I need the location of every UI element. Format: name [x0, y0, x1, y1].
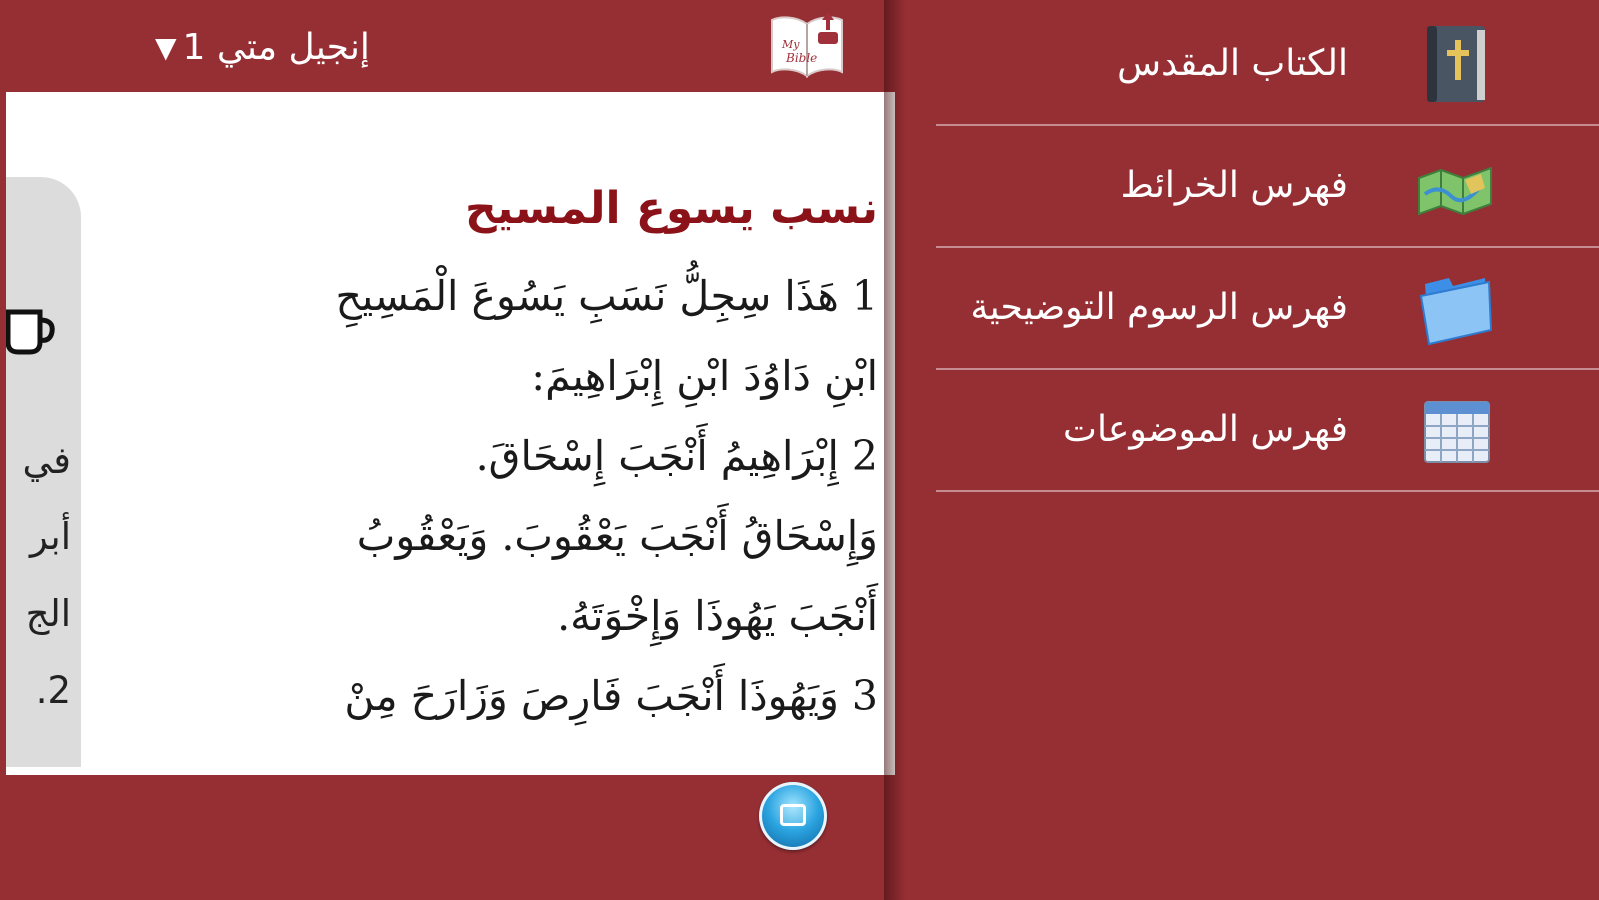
main-menu: [936, 0, 1599, 900]
menu-item-topics[interactable]: [936, 370, 1599, 492]
verse-line: أَنْجَبَ يَهُوذَا وَإِخْوَتَهُ.: [557, 592, 878, 640]
prev-page-line: الج: [25, 592, 71, 635]
previous-page-preview[interactable]: [6, 177, 81, 767]
my-bible-logo-icon[interactable]: [768, 10, 846, 80]
scripture-text: [126, 180, 878, 736]
cup-icon: [6, 302, 56, 358]
verse-line: 2 إِبْرَاهِيمُ أَنْجَبَ إِسْحَاقَ.: [475, 432, 878, 480]
menu-item-label: فهرس الرسوم التوضيحية: [970, 287, 1348, 328]
verse-line: 3 وَيَهُوذَا أَنْجَبَ فَارِصَ وَزَارَحَ مِنْ: [344, 672, 878, 720]
verse-line: ابْنِ دَاوُدَ ابْنِ إِبْرَاهِيمَ:: [531, 352, 878, 400]
menu-item-illustrations[interactable]: [936, 248, 1599, 370]
fullscreen-icon: [780, 804, 806, 826]
panel-shadow: [884, 0, 906, 900]
menu-item-maps[interactable]: [936, 126, 1599, 248]
menu-item-label: الكتاب المقدس: [1117, 43, 1348, 84]
verse-line: وَإِسْحَاقُ أَنْجَبَ يَعْقُوبَ. وَيَعْقُوبُ: [356, 512, 878, 560]
bible-page[interactable]: [6, 92, 895, 775]
calendar-grid-icon: [1415, 388, 1497, 470]
bible-book-icon: [1415, 22, 1497, 104]
chapter-selector-label: إنجيل متي 1: [182, 26, 370, 68]
section-title: نسب يسوع المسيح: [465, 183, 878, 234]
verse-line: 1 هَذَا سِجِلُّ نَسَبِ يَسُوعَ الْمَسِيحِ: [335, 272, 878, 320]
menu-divider: [936, 490, 1599, 492]
svg-text:My: My: [782, 38, 800, 51]
chapter-selector[interactable]: [155, 22, 370, 72]
prev-page-line: أبر: [30, 515, 71, 558]
dropdown-arrow-icon: ▼: [155, 30, 177, 64]
svg-text:Bible: Bible: [786, 51, 818, 65]
menu-item-bible[interactable]: [936, 4, 1599, 126]
folder-icon: [1415, 266, 1497, 348]
prev-page-line: في: [22, 439, 71, 482]
menu-item-label: فهرس الموضوعات: [1063, 409, 1348, 450]
fullscreen-button[interactable]: [759, 782, 827, 850]
map-icon: [1415, 144, 1497, 226]
menu-item-label: فهرس الخرائط: [1120, 165, 1348, 206]
reader-header: [0, 0, 895, 92]
reader-footer: [0, 775, 895, 900]
prev-page-line: 2.: [35, 669, 71, 712]
